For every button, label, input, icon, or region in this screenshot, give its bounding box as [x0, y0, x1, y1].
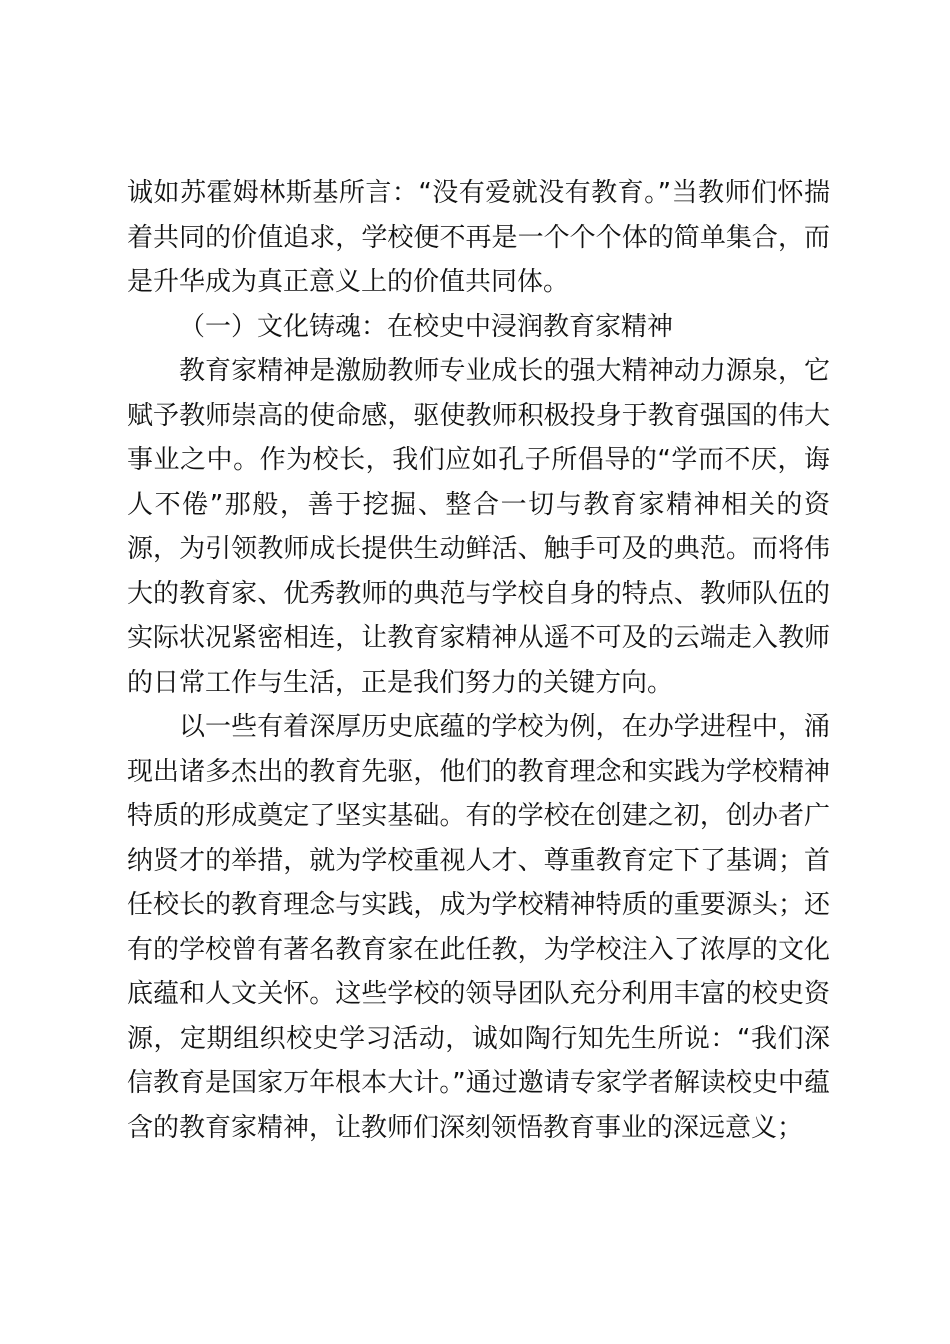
paragraph-intro: 诚如苏霍姆林斯基所言：“没有爱就没有教育。”当教师们怀揣着共同的价值追求，学校便不再是一个个个体的简单集合，而是升华成为真正意义上的价值共同体。 — [127, 178, 830, 297]
paragraph-school-history: 以一些有着深厚历史底蕴的学校为例，在办学进程中，涌现出诸多杰出的教育先驱，他们的教育理念和实践为学校精神特质的形成奠定了坚实基础。有的学校在创建之初，创办者广纳贤才的举措，就为学校重视人才、尊重教育定下了基调；首任校长的教育理念与实践，成为学校精神特质的重要源头；还有的学校曾有著名教育家在此任教，为学校注入了浓厚的文化底蕴和人文关怀。这些学校的领导团队充分利用丰富的校史资源，定期组织校史学习活动，诚如陶行知先生所说：“我们深信教育是国家万年根本大计。”通过邀请专家学者解读校史中蕴含的教育家精神，让教师们深刻领悟教育事业的深远意义； — [127, 712, 830, 1143]
section-heading: （一）文化铸魂：在校史中浸润教育家精神 — [179, 311, 674, 342]
paragraph-educator-spirit: 教育家精神是激励教师专业成长的强大精神动力源泉，它赋予教师崇高的使命感，驱使教师积极投身于教育强国的伟大事业之中。作为校长，我们应如孔子所倡导的“学而不厌，诲人不倦”那般，善于挖掘、整合一切与教育家精神相关的资源，为引领教师成长提供生动鲜活、触手可及的典范。而将伟大的教育家、优秀教师的典范与学校自身的特点、教师队伍的实际状况紧密相连，让教育家精神从遥不可及的云端走入教师的日常工作与生活，正是我们努力的关键方向。 — [127, 356, 830, 698]
document-body — [127, 171, 830, 1150]
